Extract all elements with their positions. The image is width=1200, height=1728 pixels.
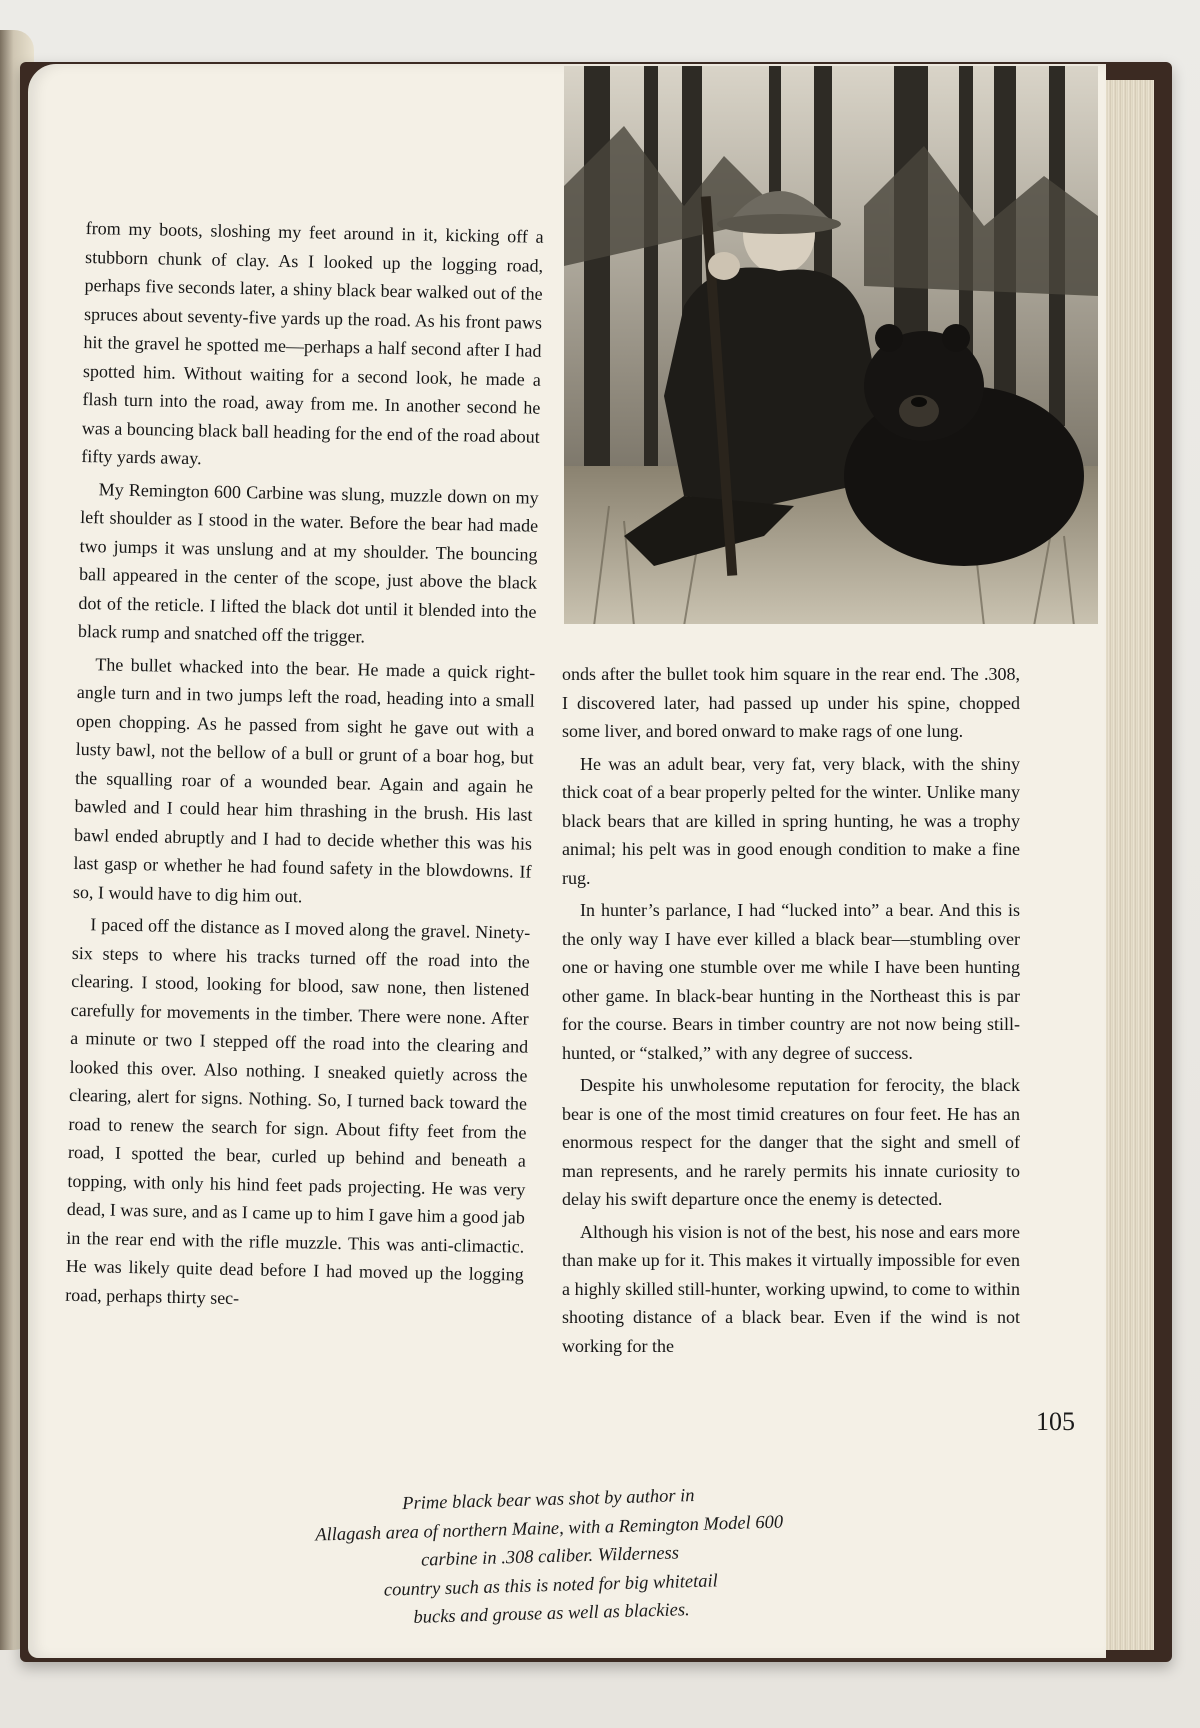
photo-caption xyxy=(248,1478,852,1637)
right-text-column xyxy=(562,660,1020,1364)
caption-line: Allagash area of northern Maine, with a Remington Model 600 xyxy=(315,1511,784,1546)
paragraph: My Remington 600 Carbine was slung, muzzle down on my left shoulder as I stood in the water. Before the bear had made two jumps it was unslung and at my shoulder. The bouncing ball appeared in the center of the scope, just above the black dot of the reticle. I lifted the black dot until it blended into the black rump and snatched off the trigger. xyxy=(77,478,539,647)
caption-line: bucks and grouse as well as blackies. xyxy=(413,1600,690,1628)
paragraph: I paced off the distance as I moved along the gravel. Ninety-six steps to where his tracks turned off the road into the clearing. I stood, looking for blood, saw none, then listened carefully for movements in the timber. There were none. After a minute or two I stepped off the road into the clearing and looked this over. Also nothing. I sneaked quietly across the clearing, alert for signs. Nothing. So, I turned back toward the road to renew the search for sign. About fifty feet from the road, I spotted the bear, curled up behind and beneath a topping, with only his hind feet pads projecting. He was very dead, I was sure, and as I came up to him I gave him a good jab in the rear end with the rifle muzzle. This was anti-climactic. He was likely quite dead before I had moved up the logging road, perhaps thirty sec- xyxy=(65,914,531,1308)
paragraph: onds after the bullet took him square in the rear end. The .308, I discovered later, had passed up under his spine, chopped some liver, and bored onward to make rags of one lung. xyxy=(562,664,1020,741)
paragraph: The bullet whacked into the bear. He made a quick right-angle turn and in two jumps left the road, heading into a small open chopping. As he passed from sight he gave out with a lusty bawl, not the bellow of a bull or grunt of a boar hog, but the squalling roar of a wounded bear. Again and again he bawled and I could hear him thrashing in the brush. His last bawl ended abruptly and I had to decide whether this was his last gasp or whether he had found safety in the blowdowns. If so, I would have to dig him out. xyxy=(72,653,536,906)
paragraph: from my boots, sloshing my feet around in it, kicking off a stubborn chunk of clay. As I looked up the logging road, perhaps five seconds later, a shiny black bear walked out of the spruces about seventy-five yards up the road. As his front paws hit the gravel he spotted me—perhaps a half second after I had spotted him. Without waiting for a second look, he made a flash turn into the road, away from me. In another second he was a bouncing black ball heading for the end of the road about fifty yards away. xyxy=(81,217,544,469)
paragraph: Although his vision is not of the best, his nose and ears more than make up for it. This makes it virtually impossible for even a highly skilled still-hunter, working upwind, to come to within shooting distance of a black bear. Even if the wind is not working for the xyxy=(562,1221,1020,1356)
paragraph: In hunter’s parlance, I had “lucked into” a bear. And this is the only way I have ever killed a black bear—stumbling over one or having one stumble over me while I have been hunting other game. In black-bear hunting in the Northeast this is par for the course. Bears in timber country are not now being still-hunted, or “stalked,” with any degree of success. xyxy=(562,900,1020,1063)
paragraph: He was an adult bear, very fat, very black, with the shiny thick coat of a bear properly pelted for the winter. Unlike many black bears that are killed in spring hunting, he was a trophy animal; his pelt was in good enough condition to make a fine rug. xyxy=(562,753,1020,888)
paragraph: Despite his unwholesome reputation for ferocity, the black bear is one of the most timid creatures on four feet. He has an enormous respect for the danger that the sight and smell of man represents, and he rarely permits his innate curiosity to delay his swift departure once the enemy is detected. xyxy=(562,1075,1020,1209)
caption-line: Prime black bear was shot by author in xyxy=(401,1485,695,1515)
page-number: 105 xyxy=(1036,1407,1075,1436)
photo-illustration xyxy=(564,66,1098,624)
caption-line: country such as this is noted for big whitetail xyxy=(383,1570,719,1601)
hunter-with-bear-photo xyxy=(564,66,1098,624)
caption-line: carbine in .308 caliber. Wilderness xyxy=(420,1543,680,1571)
left-text-column xyxy=(65,214,544,1322)
